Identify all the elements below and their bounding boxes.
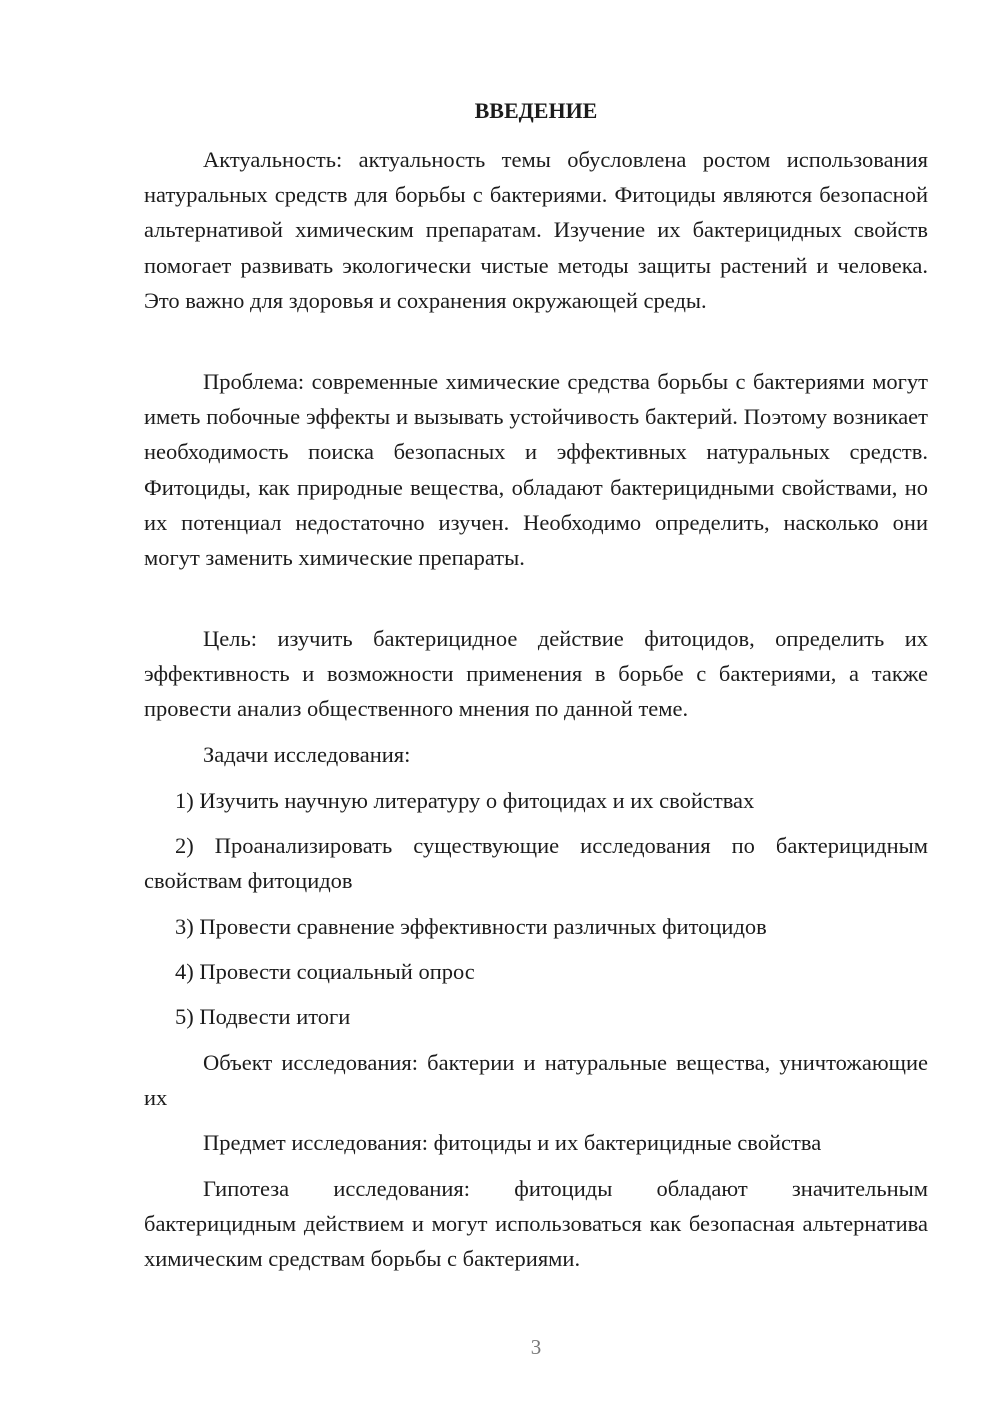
task-item: 3) Провести сравнение эффективности различных фитоцидов — [175, 914, 767, 939]
object-paragraph: Объект исследования: бактерии и натуральные вещества, уничтожающие их — [144, 1050, 928, 1111]
tasks-heading: Задачи исследования: — [203, 742, 411, 767]
hypothesis-paragraph: Гипотеза исследования: фитоциды обладают значительным бактерицидным действием и могут использоваться как безопасная альтернатива химическим средствам борьбы с бактериями. — [144, 1176, 928, 1272]
task-item: 4) Провести социальный опрос — [175, 959, 475, 984]
task-item: 1) Изучить научную литературу о фитоцидах и их свойствах — [175, 788, 755, 813]
task-item: 5) Подвести итоги — [175, 1004, 351, 1029]
problem-paragraph: Проблема: современные химические средства борьбы с бактериями могут иметь побочные эффекты и вызывать устойчивость бактерий. Поэтому возникает необходимость поиска безопасных и эффективных натуральных средств. Фитоциды, как природные вещества, обладают бактерицидными свойствами, но их потенциал недостаточно изучен. Необходимо определить, насколько они могут заменить химические препараты. — [144, 369, 928, 571]
subject-paragraph: Предмет исследования: фитоциды и их бактерицидные свойства — [203, 1130, 822, 1155]
task-item: 2) Проанализировать существующие исследования по бактерицидным свойствам фитоцидов — [144, 833, 928, 894]
goal-paragraph: Цель: изучить бактерицидное действие фитоцидов, определить их эффективность и возможности применения в борьбе с бактериями, а также провести анализ общественного мнения по данной теме. — [144, 626, 928, 722]
relevance-paragraph: Актуальность: актуальность темы обусловлена ростом использования натуральных средств для борьбы с бактериями. Фитоциды являются безопасной альтернативой химическим препаратам. Изучение их бактерицидных свойств помогает развивать экологически чистые методы защиты растений и человека. Это важно для здоровья и сохранения окружающей среды. — [144, 147, 928, 313]
page-title: ВВЕДЕНИЕ — [474, 98, 598, 123]
page-number: 3 — [530, 1335, 542, 1359]
